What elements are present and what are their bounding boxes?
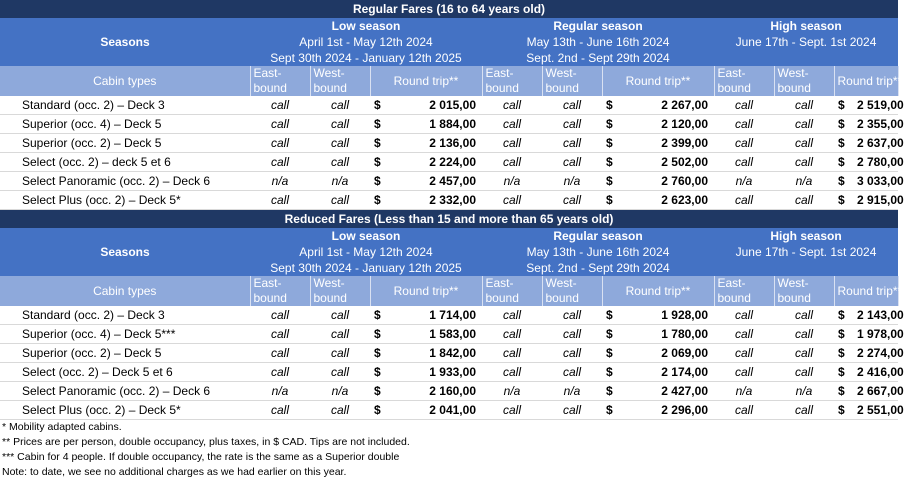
currency-cell: $ <box>834 363 854 382</box>
westbound-header-2: bound <box>542 81 602 96</box>
season-name-row <box>0 18 898 34</box>
table-row <box>0 172 898 191</box>
high-season-name: High season <box>714 18 898 34</box>
round-trip-price: 2 120,00 <box>622 115 714 134</box>
eastbound-cell: n/a <box>714 382 774 401</box>
seasons-label: Seasons <box>0 228 250 276</box>
westbound-cell: call <box>310 191 370 210</box>
table-row <box>0 96 898 115</box>
round-trip-price: 2 637,00 <box>854 134 898 153</box>
currency-cell: $ <box>602 172 622 191</box>
currency-cell: $ <box>834 153 854 172</box>
eastbound-cell: call <box>714 344 774 363</box>
currency-cell: $ <box>370 344 390 363</box>
westbound-cell: call <box>774 191 834 210</box>
high-season-dates: June 17th - Sept. 1st 2024 <box>714 244 898 276</box>
westbound-cell: n/a <box>310 172 370 191</box>
round-trip-header: Round trip** <box>370 276 482 306</box>
westbound-header: West- <box>542 66 602 81</box>
low-season-dates-2: Sept 30th 2024 - January 12th 2025 <box>250 260 482 276</box>
eastbound-header: East- <box>250 66 310 81</box>
section-title: Reduced Fares (Less than 15 and more than 65 years old) <box>0 210 898 229</box>
westbound-cell: call <box>310 96 370 115</box>
footnotes <box>0 420 898 480</box>
eastbound-cell: call <box>482 134 542 153</box>
round-trip-price: 1 842,00 <box>390 344 482 363</box>
table-row <box>0 306 898 325</box>
eastbound-cell: call <box>714 115 774 134</box>
eastbound-cell: call <box>714 191 774 210</box>
eastbound-cell: call <box>714 325 774 344</box>
round-trip-price: 2 160,00 <box>390 382 482 401</box>
round-trip-header: Round trip** <box>834 276 898 306</box>
eastbound-cell: call <box>482 344 542 363</box>
westbound-cell: n/a <box>542 382 602 401</box>
table-row <box>0 325 898 344</box>
round-trip-price: 1 780,00 <box>622 325 714 344</box>
westbound-cell: call <box>774 363 834 382</box>
currency-cell: $ <box>602 363 622 382</box>
currency-cell: $ <box>370 401 390 420</box>
eastbound-cell: n/a <box>250 382 310 401</box>
westbound-cell: call <box>310 306 370 325</box>
westbound-cell: call <box>310 401 370 420</box>
eastbound-header-2: bound <box>482 81 542 96</box>
westbound-header: West- <box>310 66 370 81</box>
currency-cell: $ <box>834 191 854 210</box>
round-trip-price: 2 296,00 <box>622 401 714 420</box>
eastbound-header: East- <box>714 276 774 291</box>
round-trip-price: 2 780,00 <box>854 153 898 172</box>
westbound-cell: call <box>774 325 834 344</box>
table-row <box>0 382 898 401</box>
cabin-type-cell: Superior (occ. 4) – Deck 5 <box>0 115 250 134</box>
currency-cell: $ <box>602 96 622 115</box>
currency-cell: $ <box>602 401 622 420</box>
eastbound-cell: n/a <box>482 382 542 401</box>
currency-cell: $ <box>834 344 854 363</box>
round-trip-price: 2 416,00 <box>854 363 898 382</box>
westbound-cell: n/a <box>774 172 834 191</box>
low-season-dates-2: Sept 30th 2024 - January 12th 2025 <box>250 50 482 66</box>
eastbound-header-2: bound <box>714 81 774 96</box>
table-row <box>0 134 898 153</box>
westbound-cell: call <box>310 363 370 382</box>
eastbound-cell: call <box>482 363 542 382</box>
cabin-type-cell: Standard (occ. 2) – Deck 3 <box>0 306 250 325</box>
eastbound-cell: call <box>482 325 542 344</box>
round-trip-price: 2 224,00 <box>390 153 482 172</box>
high-season-dates: June 17th - Sept. 1st 2024 <box>714 34 898 66</box>
westbound-cell: call <box>310 134 370 153</box>
eastbound-cell: call <box>250 134 310 153</box>
round-trip-price: 2 760,00 <box>622 172 714 191</box>
westbound-header-2: bound <box>774 291 834 306</box>
currency-cell: $ <box>370 325 390 344</box>
westbound-cell: call <box>774 134 834 153</box>
currency-cell: $ <box>370 306 390 325</box>
round-trip-price: 2 274,00 <box>854 344 898 363</box>
cabin-type-cell: Select (occ. 2) – Deck 5 et 6 <box>0 363 250 382</box>
eastbound-header: East- <box>250 276 310 291</box>
eastbound-cell: call <box>250 344 310 363</box>
round-trip-header: Round trip** <box>602 276 714 306</box>
currency-cell: $ <box>370 363 390 382</box>
eastbound-cell: call <box>482 96 542 115</box>
eastbound-cell: n/a <box>250 172 310 191</box>
eastbound-cell: call <box>714 134 774 153</box>
low-season-name: Low season <box>250 228 482 244</box>
table-row <box>0 363 898 382</box>
low-season-name: Low season <box>250 18 482 34</box>
round-trip-price: 2 623,00 <box>622 191 714 210</box>
season-name-row <box>0 228 898 244</box>
round-trip-price: 2 457,00 <box>390 172 482 191</box>
table-row <box>0 153 898 172</box>
eastbound-cell: call <box>482 401 542 420</box>
westbound-cell: call <box>542 325 602 344</box>
round-trip-price: 1 928,00 <box>622 306 714 325</box>
cabin-type-cell: Superior (occ. 2) – Deck 5 <box>0 134 250 153</box>
round-trip-price: 2 667,00 <box>854 382 898 401</box>
regular-season-dates-2: Sept. 2nd - Sept 29th 2024 <box>482 50 714 66</box>
eastbound-cell: call <box>250 401 310 420</box>
round-trip-price: 1 933,00 <box>390 363 482 382</box>
eastbound-cell: call <box>250 115 310 134</box>
eastbound-cell: call <box>714 363 774 382</box>
regular-season-dates: May 13th - June 16th 2024 <box>482 34 714 50</box>
currency-cell: $ <box>834 134 854 153</box>
regular-fares-banner <box>0 0 898 18</box>
westbound-cell: call <box>774 115 834 134</box>
cabin-type-cell: Standard (occ. 2) – Deck 3 <box>0 96 250 115</box>
westbound-cell: call <box>774 153 834 172</box>
eastbound-cell: call <box>482 191 542 210</box>
westbound-cell: call <box>542 344 602 363</box>
eastbound-cell: n/a <box>482 172 542 191</box>
eastbound-header-2: bound <box>250 81 310 96</box>
regular-season-dates: May 13th - June 16th 2024 <box>482 244 714 260</box>
round-trip-price: 3 033,00 <box>854 172 898 191</box>
seasons-label: Seasons <box>0 18 250 66</box>
westbound-header: West- <box>542 276 602 291</box>
regular-season-name: Regular season <box>482 18 714 34</box>
westbound-cell: call <box>542 115 602 134</box>
round-trip-price: 2 427,00 <box>622 382 714 401</box>
footnote: Note: to date, we see no additional charges as we had earlier on this year. <box>2 466 347 478</box>
westbound-cell: call <box>542 134 602 153</box>
westbound-cell: n/a <box>310 382 370 401</box>
westbound-cell: call <box>774 96 834 115</box>
round-trip-price: 2 355,00 <box>854 115 898 134</box>
westbound-cell: call <box>310 153 370 172</box>
round-trip-price: 2 069,00 <box>622 344 714 363</box>
cabin-type-cell: Superior (occ. 4) – Deck 5*** <box>0 325 250 344</box>
westbound-header-2: bound <box>310 291 370 306</box>
eastbound-cell: call <box>482 115 542 134</box>
regular-season-dates-2: Sept. 2nd - Sept 29th 2024 <box>482 260 714 276</box>
cabin-header-row <box>0 276 898 291</box>
footnote: ** Prices are per person, double occupancy, plus taxes, in $ CAD. Tips are not included. <box>2 436 410 448</box>
westbound-cell: call <box>310 115 370 134</box>
currency-cell: $ <box>602 325 622 344</box>
eastbound-cell: call <box>482 306 542 325</box>
currency-cell: $ <box>834 325 854 344</box>
currency-cell: $ <box>370 134 390 153</box>
eastbound-header: East- <box>482 66 542 81</box>
footnote: * Mobility adapted cabins. <box>2 421 122 433</box>
eastbound-header-2: bound <box>714 291 774 306</box>
section-title: Regular Fares (16 to 64 years old) <box>0 0 898 18</box>
westbound-cell: call <box>310 344 370 363</box>
table-row <box>0 344 898 363</box>
currency-cell: $ <box>834 401 854 420</box>
currency-cell: $ <box>602 306 622 325</box>
westbound-cell: call <box>542 191 602 210</box>
currency-cell: $ <box>602 382 622 401</box>
round-trip-price: 1 714,00 <box>390 306 482 325</box>
westbound-header: West- <box>310 276 370 291</box>
eastbound-header-2: bound <box>482 291 542 306</box>
round-trip-price: 2 136,00 <box>390 134 482 153</box>
round-trip-price: 2 551,00 <box>854 401 898 420</box>
low-season-dates: April 1st - May 12th 2024 <box>250 34 482 50</box>
currency-cell: $ <box>370 382 390 401</box>
round-trip-price: 2 519,00 <box>854 96 898 115</box>
eastbound-cell: call <box>250 363 310 382</box>
currency-cell: $ <box>602 134 622 153</box>
eastbound-header: East- <box>482 276 542 291</box>
westbound-cell: call <box>774 401 834 420</box>
westbound-header-2: bound <box>542 291 602 306</box>
westbound-cell: call <box>542 153 602 172</box>
currency-cell: $ <box>370 191 390 210</box>
currency-cell: $ <box>602 191 622 210</box>
currency-cell: $ <box>370 96 390 115</box>
currency-cell: $ <box>834 382 854 401</box>
eastbound-cell: call <box>482 153 542 172</box>
round-trip-price: 2 915,00 <box>854 191 898 210</box>
eastbound-cell: call <box>714 306 774 325</box>
round-trip-price: 2 267,00 <box>622 96 714 115</box>
round-trip-header: Round trip** <box>602 66 714 96</box>
eastbound-cell: n/a <box>714 172 774 191</box>
round-trip-price: 2 174,00 <box>622 363 714 382</box>
eastbound-header-2: bound <box>250 291 310 306</box>
currency-cell: $ <box>602 344 622 363</box>
westbound-cell: call <box>542 306 602 325</box>
cabin-type-cell: Superior (occ. 2) – Deck 5 <box>0 344 250 363</box>
round-trip-price: 2 143,00 <box>854 306 898 325</box>
westbound-cell: n/a <box>542 172 602 191</box>
eastbound-cell: call <box>714 401 774 420</box>
eastbound-cell: call <box>714 96 774 115</box>
currency-cell: $ <box>370 115 390 134</box>
footnote: *** Cabin for 4 people. If double occupancy, the rate is the same as a Superior double <box>2 451 400 463</box>
currency-cell: $ <box>834 306 854 325</box>
currency-cell: $ <box>834 172 854 191</box>
currency-cell: $ <box>370 153 390 172</box>
westbound-cell: n/a <box>774 382 834 401</box>
cabin-header-row <box>0 66 898 81</box>
round-trip-header: Round trip** <box>370 66 482 96</box>
cabin-types-header: Cabin types <box>0 276 250 306</box>
westbound-cell: call <box>310 325 370 344</box>
currency-cell: $ <box>834 115 854 134</box>
currency-cell: $ <box>602 153 622 172</box>
eastbound-cell: call <box>250 191 310 210</box>
westbound-header: West- <box>774 276 834 291</box>
currency-cell: $ <box>834 96 854 115</box>
westbound-cell: call <box>542 401 602 420</box>
eastbound-cell: call <box>714 153 774 172</box>
westbound-cell: call <box>774 344 834 363</box>
currency-cell: $ <box>370 172 390 191</box>
westbound-cell: call <box>774 306 834 325</box>
cabin-types-header: Cabin types <box>0 66 250 96</box>
westbound-header-2: bound <box>310 81 370 96</box>
cabin-type-cell: Select Panoramic (occ. 2) – Deck 6 <box>0 382 250 401</box>
eastbound-cell: call <box>250 153 310 172</box>
low-season-dates: April 1st - May 12th 2024 <box>250 244 482 260</box>
round-trip-price: 1 978,00 <box>854 325 898 344</box>
westbound-cell: call <box>542 96 602 115</box>
westbound-cell: call <box>542 363 602 382</box>
round-trip-price: 2 041,00 <box>390 401 482 420</box>
regular-season-name: Regular season <box>482 228 714 244</box>
round-trip-price: 2 399,00 <box>622 134 714 153</box>
table-row <box>0 115 898 134</box>
round-trip-price: 2 502,00 <box>622 153 714 172</box>
round-trip-price: 1 884,00 <box>390 115 482 134</box>
eastbound-header: East- <box>714 66 774 81</box>
westbound-header-2: bound <box>774 81 834 96</box>
high-season-name: High season <box>714 228 898 244</box>
table-row <box>0 191 898 210</box>
cabin-type-cell: Select (occ. 2) – deck 5 et 6 <box>0 153 250 172</box>
cabin-type-cell: Select Panoramic (occ. 2) – Deck 6 <box>0 172 250 191</box>
cabin-type-cell: Select Plus (occ. 2) – Deck 5* <box>0 191 250 210</box>
round-trip-price: 2 332,00 <box>390 191 482 210</box>
round-trip-price: 2 015,00 <box>390 96 482 115</box>
round-trip-price: 1 583,00 <box>390 325 482 344</box>
reduced-fares-banner <box>0 210 898 229</box>
table-row <box>0 401 898 420</box>
round-trip-header: Round trip** <box>834 66 898 96</box>
westbound-header: West- <box>774 66 834 81</box>
eastbound-cell: call <box>250 96 310 115</box>
eastbound-cell: call <box>250 306 310 325</box>
eastbound-cell: call <box>250 325 310 344</box>
cabin-type-cell: Select Plus (occ. 2) – Deck 5* <box>0 401 250 420</box>
currency-cell: $ <box>602 115 622 134</box>
